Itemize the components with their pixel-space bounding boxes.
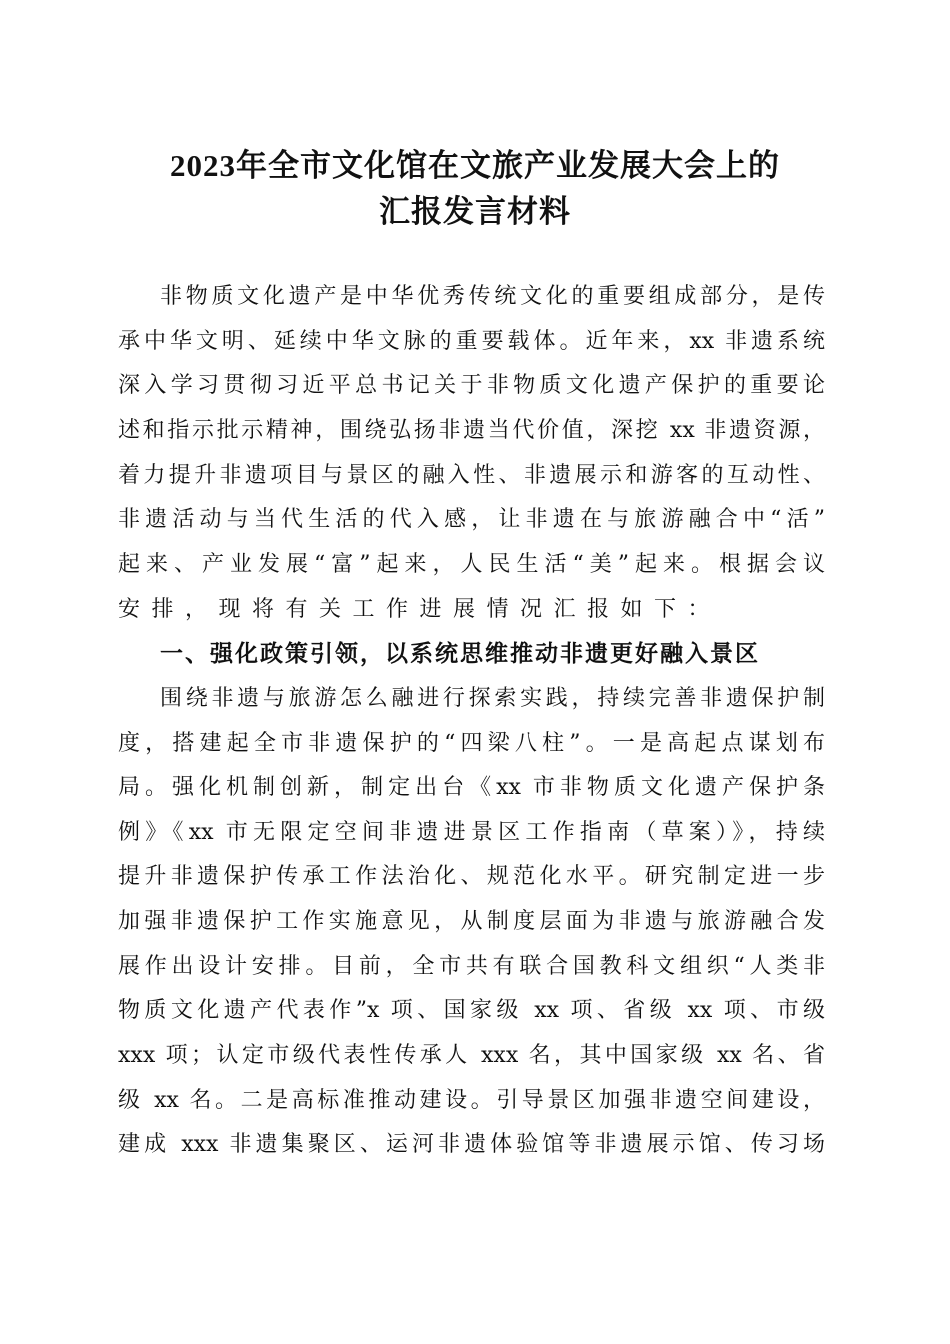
paragraph-line: 级 xx 名。二是高标准推动建设。引导景区加强非遗空间建设，	[118, 1087, 825, 1113]
paragraph-line: 度，搭建起全市非遗保护的“四梁八柱”。一是高起点谋划布	[118, 730, 825, 756]
paragraph-line: 例》《xx 市无限定空间非遗进景区工作指南（草案）》，持续	[118, 819, 825, 845]
paragraph-line: 物质文化遗产代表作”x 项、国家级 xx 项、省级 xx 项、市级	[118, 998, 825, 1024]
paragraph-line: 围绕非遗与旅游怎么融进行探索实践，持续完善非遗保护制	[160, 685, 825, 711]
paragraph-line: 提升非遗保护传承工作法治化、规范化水平。研究制定进一步	[118, 864, 825, 890]
paragraph-line: 非物质文化遗产是中华优秀传统文化的重要组成部分，是传	[160, 284, 825, 309]
paragraph-line: 安排，现将有关工作进展情况汇报如下：	[118, 596, 722, 622]
paragraph-line: 着力提升非遗项目与景区的融入性、非遗展示和游客的互动性、	[118, 462, 825, 488]
paragraph-line: 述和指示批示精神，围绕弘扬非遗当代价值，深挖 xx 非遗资源，	[118, 417, 825, 443]
paragraph-line: 起来、产业发展“富”起来，人民生活“美”起来。根据会议	[118, 551, 825, 577]
paragraph-line: 局。强化机制创新，制定出台《xx 市非物质文化遗产保护条	[118, 775, 825, 801]
paragraph-line: 非遗活动与当代生活的代入感，让非遗在与旅游融合中“活”	[118, 507, 825, 533]
section-heading: 一、强化政策引领，以系统思维推动非遗更好融入景区	[160, 641, 760, 668]
paragraph-line: 承中华文明、延续中华文脉的重要载体。近年来，xx 非遗系统	[118, 328, 825, 354]
document-title-line-1: 2023年全市文化馆在文旅产业发展大会上的	[170, 148, 780, 183]
paragraph-line: xxx 项；认定市级代表性传承人 xxx 名，其中国家级 xx 名、省	[118, 1043, 825, 1069]
paragraph-line: 展作出设计安排。目前，全市共有联合国教科文组织“人类非	[118, 953, 825, 979]
paragraph-line: 深入学习贯彻习近平总书记关于非物质文化遗产保护的重要论	[118, 373, 825, 399]
document-title-line-2: 汇报发言材料	[379, 194, 571, 229]
paragraph-line: 建成 xxx 非遗集聚区、运河非遗体验馆等非遗展示馆、传习场	[118, 1132, 825, 1158]
paragraph-line: 加强非遗保护工作实施意见，从制度层面为非遗与旅游融合发	[118, 909, 825, 935]
